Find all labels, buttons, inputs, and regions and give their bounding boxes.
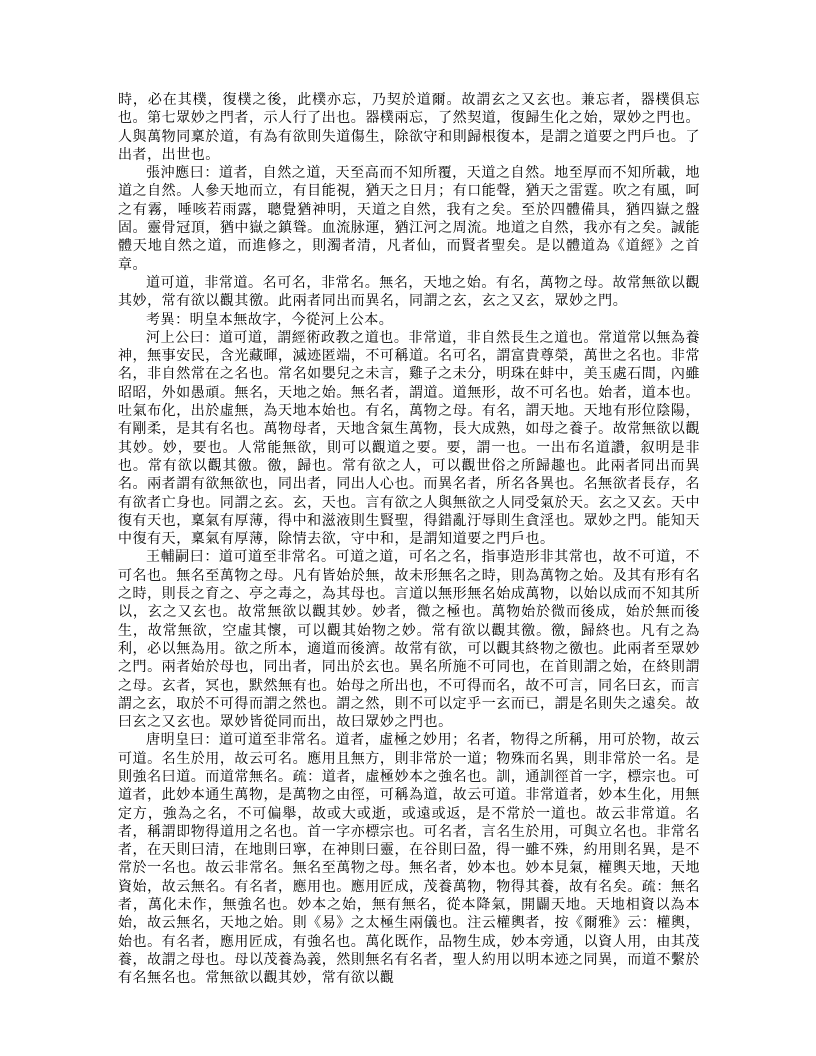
text-block	[118, 92, 700, 989]
paragraph: 時，必在其樸，復樸之後，此樸亦忘，乃契於道爾。故謂玄之又玄也。兼忘者，器樸俱忘也。第七眾妙之門者，示人行了出也。器樸兩忘，了然契道，復歸生化之始，眾妙之門也。人與萬物同稟於道，有為有欲則失道傷生，除欲守和則歸根復本，是謂之道要之門戶也。了出者，出世也。	[118, 93, 700, 163]
paragraph: 道可道，非常道。名可名，非常名。無名，天地之始。有名，萬物之母。故常無欲以觀其妙，常有欲以觀其徼。此兩者同出而異名，同謂之玄，玄之又玄，眾妙之門。	[118, 275, 700, 310]
paragraph: 考異：明皇本無故字，今從河上公本。	[146, 312, 394, 328]
paragraph: 張沖應曰：道者，自然之道，天至高而不知所覆，天道之自然。地至厚而不知所載，地道之自然。人參天地而立，有目能視，猶天之日月；有口能聲，猶天之雷霆。吹之有風，呵之有霧，唾咳若雨露，聰覺猶神明，天道之自然，我有之矣。至於四體備具，猶四嶽之盤固。靈骨冠頂，猶中嶽之鎮聳。血流脉運，猶江河之周流。地道之自然，我亦有之矣。誠能體天地自然之道，而進修之，則濁者清，凡者仙，而賢者聖矣。是以體道為《道經》之首章。	[118, 166, 700, 273]
paragraph: 河上公曰：道可道，謂經術政教之道也。非常道，非自然長生之道也。常道常以無為養神，無事安民，含光藏暉，滅迹匿端，不可稱道。名可名，謂富貴尊榮，萬世之名也。非常名，非自然常在之名也。常名如嬰兒之未言，雞子之未分，明珠在蚌中，美玉處石間，內雖昭昭，外如愚頑。無名，天地之始。無名者，謂道。道無形，故不可名也。始者，道本也。吐氣布化，出於虛無，為天地本始也。有名，萬物之母。有名，謂天地。天地有形位陰陽，有剛柔，是其有名也。萬物母者，天地含氣生萬物，長大成熟，如母之養子。故常無欲以觀其妙。妙，要也。人常能無欲，則可以觀道之要。要，謂一也。一出布名道讚，叙明是非也。常有欲以觀其徼。徼，歸也。常有欲之人，可以觀世俗之所歸趣也。此兩者同出而異名。兩者謂有欲無欲也，同出者，同出人心也。而異名者，所名各異也。名無欲者長存，名有欲者亡身也。同謂之玄。玄，天也。言有欲之人與無欲之人同受氣於天。玄之又玄。天中復有天也，稟氣有厚薄，得中和滋液則生賢聖，得錯亂汙辱則生貪淫也。眾妙之門。能知天中復有天，稟氣有厚薄，除情去欲，守中和，是謂知道要之門戶也。	[118, 330, 700, 548]
paragraph: 王輔嗣曰：道可道至非常名。可道之道，可名之名，指事造形非其常也，故不可道，不可名也。無名至萬物之母。凡有皆始於無，故未形無名之時，則為萬物之始。及其有形有名之時，則長之育之、亭之毒之，為其母也。言道以無形無名始成萬物，以始以成而不知其所以，玄之又玄也。故常無欲以觀其妙。妙者，微之極也。萬物始於微而後成，始於無而後生，故常無欲，空虛其懷，可以觀其始物之妙。常有欲以觀其徼。徼，歸終也。凡有之為利，必以無為用。欲之所本，適道而後濟。故常有欲，可以觀其終物之徼也。此兩者至眾妙之門。兩者始於母也，同出者，同出於玄也。異名所施不可同也，在首則謂之始，在終則謂之母。玄者，冥也，默然無有也。始母之所出也，不可得而名，故不可言，同名曰玄，而言謂之玄，取於不可得而謂之然也。謂之然，則不可以定乎一玄而已，謂是名則失之遠矣。故曰玄之又玄也。眾妙皆從同而出，故曰眾妙之門也。	[118, 550, 700, 731]
paragraph: 唐明皇曰：道可道至非常名。道者，虛極之妙用；名者，物得之所稱，用可於物，故云可道。名生於用，故云可名。應用且無方，則非常於一道；物殊而名異，則非常於一名。是則強名曰道。而道常無名。疏：道者，虛極妙本之強名也。訓，通訓徑首一字，標宗也。可道者，此妙本通生萬物，是萬物之由徑，可稱為道，故云可道。非常道者，妙本生化，用無定方，強為之名，不可偏舉，故或大或逝，或遠或返，是不常於一道也。故云非常道。名者，稱謂即物得道用之名也。首一字亦標宗也。可名者，言名生於用，可與立名也。非常名者，在天則曰清，在地則曰寧，在神則曰靈，在谷則曰盈，得一雖不殊，約用則名異，是不常於一名也。故云非常名。無名至萬物之母。無名者，妙本也。妙本見氣，權輿天地，天地資始，故云無名。有名者，應用也。應用匠成，茂養萬物，物得其養，故有名矣。疏：無名者，萬化未作，無強名也。妙本之始，無有無名，從本降氣，開闢天地。天地相資以為本始，故云無名，天地之始。則《易》之太極生兩儀也。注云權輿者，按《爾雅》云：權輿，始也。有名者，應用匠成，有強名也。萬化既作，品物生成，妙本旁通，以資人用，由其茂養，故謂之母也。母以茂養為義，然則無名有名者，聖人約用以明本迹之同異，而道不繫於有名無名也。常無欲以觀其妙，常有欲以觀	[118, 733, 700, 987]
